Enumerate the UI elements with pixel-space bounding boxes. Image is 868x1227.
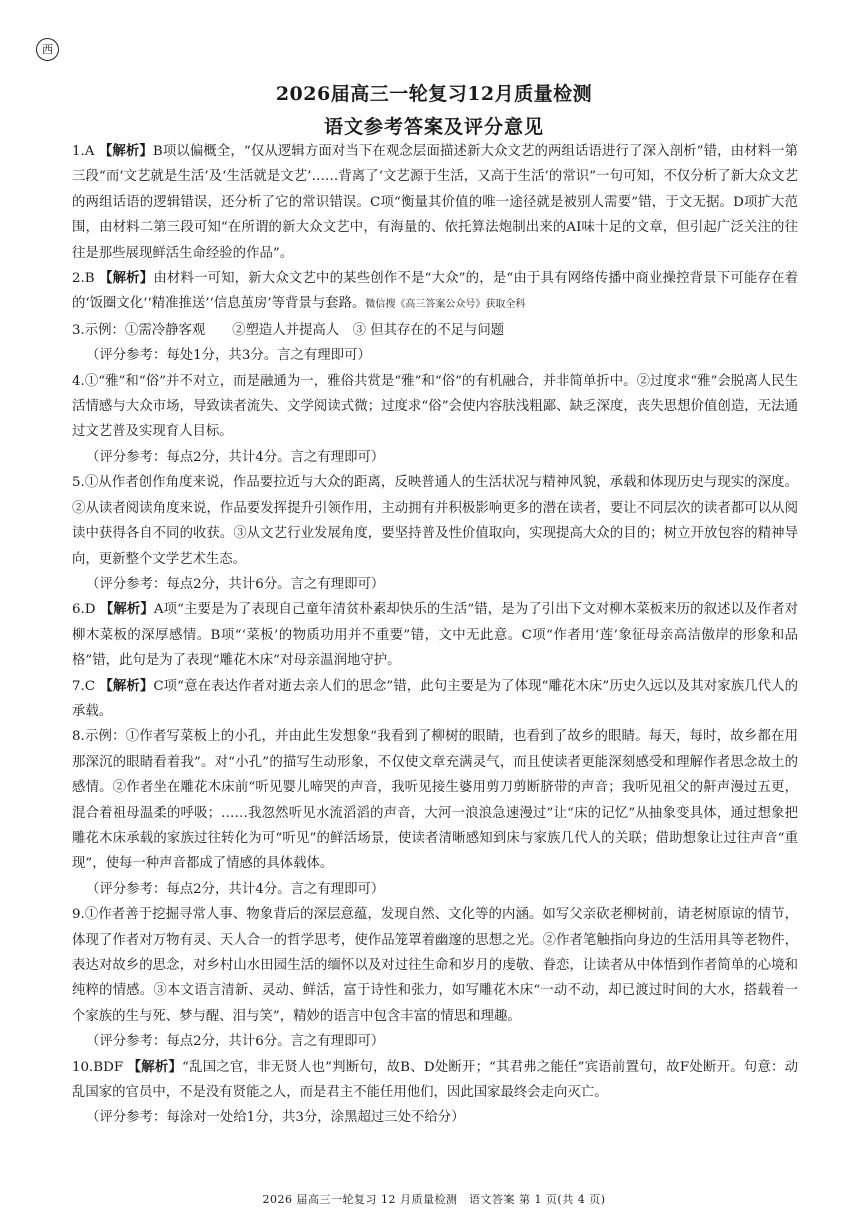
page-subtitle: 语文参考答案及评分意见 <box>323 116 544 138</box>
answer-item-4 <box>72 369 798 445</box>
analysis-tag: 【解析】 <box>99 677 154 694</box>
answer-item-2 <box>72 266 798 318</box>
answer-number: 10.BDF <box>72 1059 124 1075</box>
page-title: 2026届高三一轮复习12月质量检测 <box>275 83 593 105</box>
analysis-tag: 【解析】 <box>99 601 154 618</box>
scoring-note: （评分参考：每点2分，共计4分。言之有理即可） <box>86 449 385 465</box>
analysis-tag: 【解析】 <box>127 1058 183 1075</box>
answer-text: C项“意在表达作者对逝去亲人们的思念”错，此句主要是为了体现“雕花木床”历史久远以及其对家族几代人的承载。 <box>72 678 799 719</box>
scoring-note: （评分参考：每处1分，共3分。言之有理即可） <box>86 348 371 364</box>
page-footer: 2026 届高三一轮复习 12 月质量检测 语文答案 第 1 页(共 4 页) <box>262 1193 606 1206</box>
wechat-note: 微信搜《高三答案公众号》获取全科 <box>365 299 526 311</box>
answer-item-6 <box>72 597 798 673</box>
analysis-tag: 【解析】 <box>99 270 154 287</box>
answer-text: ①“雅”和“俗”并不对立，而是融通为一，雅俗共赏是“雅”和“俗”的有机融合，并非简单折中。②过度求“雅”会脱离人民生活情感与大众市场，导致读者流失、文学阅读式微；过度求“俗”会使内容肤浅粗鄙、缺乏深度，丧失思想价值创造，无法通过文艺普及实现育人目标。 <box>72 373 798 440</box>
answer-number: 9. <box>72 907 85 923</box>
answer-number: 4. <box>72 373 85 389</box>
analysis-tag: 【解析】 <box>98 143 153 159</box>
answer-text: A项“主要是为了表现自己童年清贫朴素却快乐的生活”错，是为了引出下文对柳木菜板来历的叙述以及作者对柳木菜板的深厚感情。B项“‘菜板’的物质功用并不重要”错，文中无此意。C项“作者用‘莲’象征母亲高洁傲岸的形象和品格”错，此句是为了表现“雕花木床”对母亲温润地守护。 <box>72 602 798 669</box>
answer-text: ①从作者创作角度来说，作品要拉近与大众的距离，反映普通人的生活状况与精神风貌，承载和体现历史与现实的深度。②从读者阅读角度来说，作品要发挥提升引领作用，主动拥有并积极影响更多的潜在读者，要让不同层次的读者都可以从阅读中获得各自不同的收获。③从文艺行业发展角度，要坚持普及性价值取向，实现提高大众的目的；树立开放包容的精神导向，更新整个文学艺术生态。 <box>72 475 798 567</box>
scoring-note: （评分参考：每点2分，共计6分。言之有理即可） <box>86 1034 385 1050</box>
answer-item-9 <box>72 902 798 1029</box>
answer-item-3 <box>72 318 798 343</box>
answer-number: 3. <box>72 322 85 338</box>
answer-number: 8. <box>72 729 85 745</box>
region-stamp: 西 <box>36 38 59 61</box>
answer-text: “乱国之官，非无贤人也”判断句，故B、D处断开；“其君弗之能任”宾语前置句，故F处断开。句意：动乱国家的官员中，不是没有贤能之人，而是君主不能任用他们，因此国家最终会走向灭亡。 <box>72 1059 798 1101</box>
answer-number: 6.D <box>72 602 96 618</box>
answer-text: ①作者善于挖掘寻常人事、物象背后的深层意蕴，发现自然、文化等的内涵。如写父亲砍老柳树前，请老树原谅的情节，体现了作者对万物有灵、天人合一的哲学思考，使作品笼罩着幽邃的思想之光。②作者笔触指向身边的生活用具等老物件，表达对故乡的思念，对乡村山水田园生活的缅怀以及对过往生命和岁月的虔敬、眷恋，让读者从中体悟到作者简单的心境和纯粹的情感。③本文语言清新、灵动、鲜活，富于诗性和张力，如写雕花木床“一动不动，却已渡过时间的大水，搭载着一个家族的生与死、梦与醒、泪与笑”，精妙的语言中包含丰富的情思和理趣。 <box>72 907 798 1024</box>
scoring-note: （评分参考：每点2分，共计4分。言之有理即可） <box>86 881 385 897</box>
scoring-note: （评分参考：每点2分，共计6分。言之有理即可） <box>86 576 385 592</box>
answer-list <box>72 139 798 1131</box>
answer-item-5 <box>72 470 798 572</box>
answer-number: 1.A <box>72 144 95 159</box>
answer-number: 5. <box>72 475 85 491</box>
answer-item-1 <box>72 139 798 266</box>
answer-text: 示例：①需冷静客观 ②塑造人并提高人 ③ 但其存在的不足与问题 <box>84 322 505 338</box>
answer-item-7 <box>72 674 798 725</box>
scoring-note: （评分参考：每涂对一处给1分，共3分，涂黑超过三处不给分） <box>86 1110 465 1126</box>
answer-text: 由材料一可知，新大众文艺中的某些创作不是“大众”的，是“由于具有网络传播中商业操控背景下可能存在着的‘饭圈文化’‘精准推送’‘信息茧房’等背景与套路。 <box>72 271 798 312</box>
answer-item-8 <box>72 724 798 876</box>
answer-number: 7.C <box>72 678 96 694</box>
answer-number: 2.B <box>72 271 95 287</box>
answer-item-10 <box>72 1055 798 1106</box>
answer-text: 示例：①作者写菜板上的小孔，并由此生发想象“我看到了柳树的眼睛，也看到了故乡的眼睛。每天，每时，故乡都在用那深沉的眼睛看着我”。对“小孔”的描写生动形象，不仅使文章充满灵气，而且使读者更能深刻感受和理解作者思念故土的感情。②作者坐在雕花木床前“听见婴儿啼哭的声音，我听见接生婆用剪刀剪断脐带的声音；我听见祖父的鼾声漫过五更，混合着祖母温柔的呼吸；……我忽然听见水流滔滔的声音，大河一浪浪急速漫过”让“床的记忆”从抽象变具体，通过想象把雕花木床承载的家族过往转化为可“听见”的鲜活场景，使读者清晰感知到床与家族几代人的关联；借助想象让过往声音“重现”，使每一种声音都成了情感的具体载体。 <box>72 729 798 872</box>
answer-text: B项以偏概全，“仅从逻辑方面对当下在观念层面描述新大众文艺的两组话语进行了深入剖析”错，由材料一第三段“而‘文艺就是生活’及‘生活就是文艺’……背离了‘文艺源于生活，又高于生活’的常识”一句可知，不仅分析了新大众文艺的两组话语的逻辑错误，还分析了它的常识错误。C项“衡量其价值的唯一途径就是被别人需要”错，于文无据。D项扩大范围，由材料二第三段可知“在所谓的新大众文艺中，有海量的、依托算法炮制出来的AI味十足的文章，但引起广泛关注的往往是那些展现鲜活生命经验的作品”。 <box>72 144 799 261</box>
